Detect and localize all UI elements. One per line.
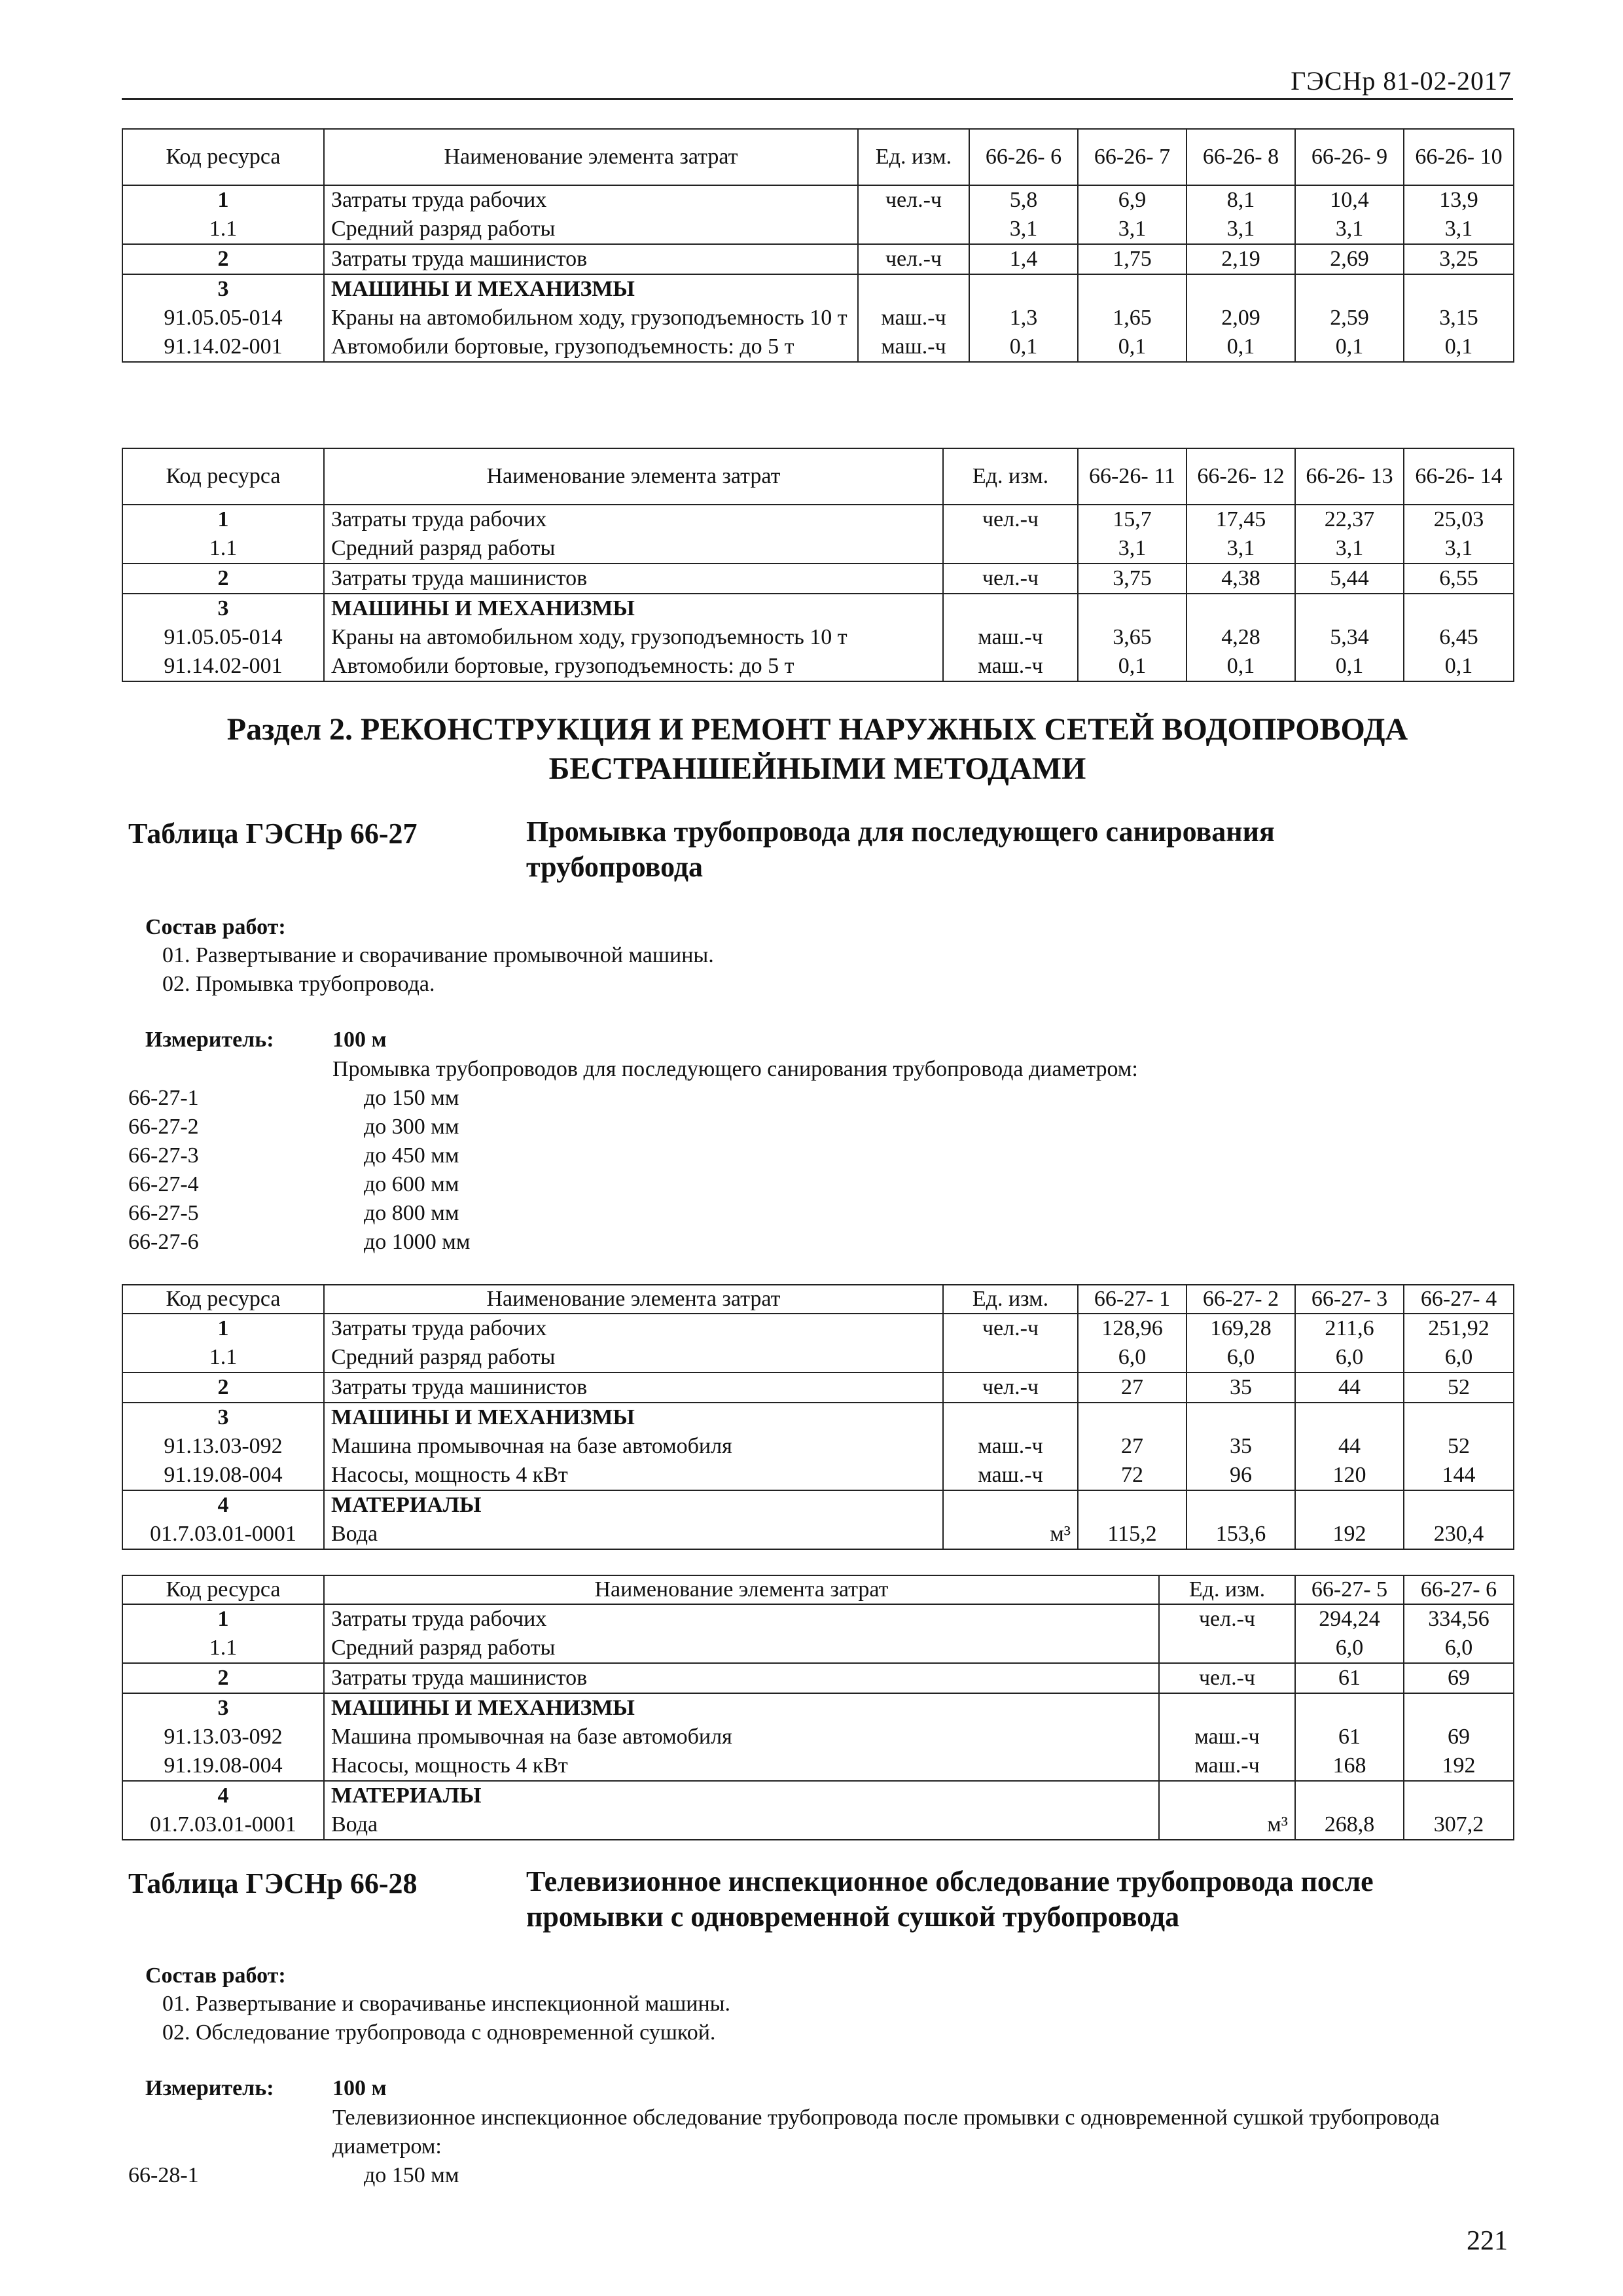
resource-name: Вода bbox=[324, 1520, 943, 1549]
resource-name: Затраты труда рабочих bbox=[324, 1604, 1159, 1634]
resource-code: 91.14.02-001 bbox=[122, 652, 324, 681]
table-row bbox=[122, 274, 1514, 304]
resource-value: 44 bbox=[1295, 1372, 1404, 1403]
table-row bbox=[122, 1461, 1514, 1490]
resource-value: 3,75 bbox=[1078, 564, 1186, 594]
resource-name: Затраты труда машинистов bbox=[324, 564, 943, 594]
table-row bbox=[122, 332, 1514, 362]
table-row bbox=[122, 1520, 1514, 1549]
resource-code: 4 bbox=[122, 1781, 324, 1810]
resource-code: 3 bbox=[122, 274, 324, 304]
resource-name: Насосы, мощность 4 кВт bbox=[324, 1461, 943, 1490]
resource-value: 334,56 bbox=[1404, 1604, 1514, 1634]
resource-group-name: МАТЕРИАЛЫ bbox=[324, 1490, 943, 1520]
resource-code: 91.19.08-004 bbox=[122, 1751, 324, 1781]
resource-code: 2 bbox=[122, 244, 324, 274]
resource-unit: маш.-ч bbox=[858, 332, 969, 362]
rate-diameter: до 150 мм bbox=[364, 1086, 459, 1110]
resource-value: 5,8 bbox=[969, 185, 1078, 215]
meter-value: 100 м bbox=[332, 1028, 387, 1052]
resource-value: 0,1 bbox=[1186, 652, 1295, 681]
table-row bbox=[122, 185, 1514, 215]
resource-value: 6,0 bbox=[1404, 1634, 1514, 1663]
table-row bbox=[122, 1663, 1514, 1693]
resource-unit: чел.-ч bbox=[943, 1372, 1078, 1403]
resource-code: 91.13.03-092 bbox=[122, 1432, 324, 1461]
table-row bbox=[122, 1723, 1514, 1751]
resource-code: 91.05.05-014 bbox=[122, 304, 324, 332]
resource-value: 3,25 bbox=[1404, 244, 1514, 274]
resource-value: 3,1 bbox=[1078, 215, 1186, 244]
resource-unit: чел.-ч bbox=[1159, 1663, 1295, 1693]
resource-value: 251,92 bbox=[1404, 1314, 1514, 1343]
resource-value: 211,6 bbox=[1295, 1314, 1404, 1343]
resource-unit: маш.-ч bbox=[1159, 1723, 1295, 1751]
resource-unit: чел.-ч bbox=[1159, 1604, 1295, 1634]
resource-code: 3 bbox=[122, 594, 324, 623]
table-row bbox=[122, 623, 1514, 652]
col-rate-header: 66-26- 10 bbox=[1404, 129, 1514, 185]
resource-code: 01.7.03.01-0001 bbox=[122, 1520, 324, 1549]
rate-code: 66-27-5 bbox=[128, 1201, 199, 1225]
resource-unit bbox=[943, 1343, 1078, 1372]
resource-value: 2,09 bbox=[1186, 304, 1295, 332]
resource-value: 52 bbox=[1404, 1432, 1514, 1461]
resource-value: 5,34 bbox=[1295, 623, 1404, 652]
resource-name: Затраты труда рабочих bbox=[324, 505, 943, 534]
resource-unit: маш.-ч bbox=[943, 1461, 1078, 1490]
resource-value: 169,28 bbox=[1186, 1314, 1295, 1343]
resource-value: 307,2 bbox=[1404, 1810, 1514, 1840]
resource-code: 4 bbox=[122, 1490, 324, 1520]
document-code: ГЭСНр 81-02-2017 bbox=[1291, 66, 1512, 96]
col-code-header: Код ресурса bbox=[122, 448, 324, 505]
resource-value: 52 bbox=[1404, 1372, 1514, 1403]
work-item: 01. Развертывание и сворачиванье инспекционной машины. bbox=[162, 1992, 730, 2016]
rate-diameter: до 300 мм bbox=[364, 1115, 459, 1139]
col-rate-header: 66-26- 12 bbox=[1186, 448, 1295, 505]
col-code-header: Код ресурса bbox=[122, 129, 324, 185]
resource-unit: маш.-ч bbox=[858, 304, 969, 332]
col-rate-header: 66-26- 9 bbox=[1295, 129, 1404, 185]
col-rate-header: 66-26- 8 bbox=[1186, 129, 1295, 185]
col-code-header: Код ресурса bbox=[122, 1575, 324, 1604]
resource-value: 72 bbox=[1078, 1461, 1186, 1490]
table-row bbox=[122, 1604, 1514, 1634]
resource-group-name: МАШИНЫ И МЕХАНИЗМЫ bbox=[324, 274, 858, 304]
resource-code: 3 bbox=[122, 1403, 324, 1432]
resource-code: 01.7.03.01-0001 bbox=[122, 1810, 324, 1840]
resource-value: 8,1 bbox=[1186, 185, 1295, 215]
resource-name: Вода bbox=[324, 1810, 1159, 1840]
table-label: Таблица ГЭСНр 66-28 bbox=[128, 1867, 418, 1899]
resource-unit: м³ bbox=[1159, 1810, 1295, 1840]
table-title: Телевизионное инспекционное обследование трубопровода после промывки с одновременной сушкой трубопровода bbox=[526, 1865, 1374, 1933]
col-name-header: Наименование элемента затрат bbox=[324, 129, 858, 185]
resource-value: 168 bbox=[1295, 1751, 1404, 1781]
resource-code: 2 bbox=[122, 1663, 324, 1693]
table-row bbox=[122, 1343, 1514, 1372]
table-label: Таблица ГЭСНр 66-27 bbox=[128, 817, 418, 850]
resource-value: 153,6 bbox=[1186, 1520, 1295, 1549]
resource-value: 0,1 bbox=[1295, 332, 1404, 362]
col-unit-header: Ед. изм. bbox=[943, 1285, 1078, 1314]
resource-value: 2,59 bbox=[1295, 304, 1404, 332]
resource-group-name: МАШИНЫ И МЕХАНИЗМЫ bbox=[324, 594, 943, 623]
resource-name: Затраты труда рабочих bbox=[324, 1314, 943, 1343]
resource-value: 3,1 bbox=[1186, 534, 1295, 564]
col-rate-header: 66-27- 5 bbox=[1295, 1575, 1404, 1604]
resource-code: 91.05.05-014 bbox=[122, 623, 324, 652]
resource-value: 35 bbox=[1186, 1432, 1295, 1461]
rate-code: 66-27-3 bbox=[128, 1143, 199, 1168]
col-rate-header: 66-26- 14 bbox=[1404, 448, 1514, 505]
rate-code: 66-27-2 bbox=[128, 1115, 199, 1139]
resource-value: 6,0 bbox=[1078, 1343, 1186, 1372]
col-rate-header: 66-26- 13 bbox=[1295, 448, 1404, 505]
resource-name: Краны на автомобильном ходу, грузоподъемность 10 т bbox=[324, 623, 943, 652]
work-item: 02. Обследование трубопровода с одновременной сушкой. bbox=[162, 2020, 716, 2045]
resource-value: 120 bbox=[1295, 1461, 1404, 1490]
resource-value: 0,1 bbox=[1404, 652, 1514, 681]
resource-name: Средний разряд работы bbox=[324, 215, 858, 244]
resource-value: 6,45 bbox=[1404, 623, 1514, 652]
works-label: Состав работ: bbox=[145, 915, 286, 939]
resource-unit: м³ bbox=[943, 1520, 1078, 1549]
resource-name: Затраты труда машинистов bbox=[324, 1663, 1159, 1693]
meter-label: Измеритель: bbox=[145, 2076, 274, 2100]
resource-code: 1.1 bbox=[122, 534, 324, 564]
rate-diameter: до 800 мм bbox=[364, 1201, 459, 1225]
table-row bbox=[122, 1751, 1514, 1781]
resource-value: 27 bbox=[1078, 1372, 1186, 1403]
table-row bbox=[122, 304, 1514, 332]
resource-value: 192 bbox=[1404, 1751, 1514, 1781]
col-rate-header: 66-27- 2 bbox=[1186, 1285, 1295, 1314]
table-row bbox=[122, 1314, 1514, 1343]
resource-value: 69 bbox=[1404, 1723, 1514, 1751]
resource-value: 6,0 bbox=[1404, 1343, 1514, 1372]
resource-name: Машина промывочная на базе автомобиля bbox=[324, 1432, 943, 1461]
resource-value: 2,19 bbox=[1186, 244, 1295, 274]
rate-diameter: до 150 мм bbox=[364, 2163, 459, 2187]
resource-value: 2,69 bbox=[1295, 244, 1404, 274]
resource-code: 1.1 bbox=[122, 1634, 324, 1663]
resource-name: Затраты труда машинистов bbox=[324, 1372, 943, 1403]
resource-name: Затраты труда машинистов bbox=[324, 244, 858, 274]
resource-unit: маш.-ч bbox=[1159, 1751, 1295, 1781]
resource-value: 0,1 bbox=[969, 332, 1078, 362]
col-unit-header: Ед. изм. bbox=[943, 448, 1078, 505]
resource-table-66-27-1-4 bbox=[122, 1284, 1514, 1550]
resource-value: 6,0 bbox=[1295, 1634, 1404, 1663]
resource-value: 6,55 bbox=[1404, 564, 1514, 594]
resource-value: 0,1 bbox=[1078, 332, 1186, 362]
resource-value: 0,1 bbox=[1295, 652, 1404, 681]
resource-value: 27 bbox=[1078, 1432, 1186, 1461]
resource-value: 61 bbox=[1295, 1663, 1404, 1693]
rate-diameter: до 1000 мм bbox=[364, 1230, 471, 1254]
resource-code: 1.1 bbox=[122, 215, 324, 244]
resource-value: 3,1 bbox=[1404, 215, 1514, 244]
table-row bbox=[122, 594, 1514, 623]
resource-value: 3,15 bbox=[1404, 304, 1514, 332]
resource-value: 192 bbox=[1295, 1520, 1404, 1549]
resource-value: 6,9 bbox=[1078, 185, 1186, 215]
resource-value: 115,2 bbox=[1078, 1520, 1186, 1549]
resource-unit bbox=[943, 534, 1078, 564]
resource-value: 0,1 bbox=[1404, 332, 1514, 362]
resource-value: 61 bbox=[1295, 1723, 1404, 1751]
col-rate-header: 66-27- 6 bbox=[1404, 1575, 1514, 1604]
col-rate-header: 66-26- 6 bbox=[969, 129, 1078, 185]
resource-unit: чел.-ч bbox=[858, 185, 969, 215]
rate-diameter: до 450 мм bbox=[364, 1143, 459, 1168]
col-rate-header: 66-27- 3 bbox=[1295, 1285, 1404, 1314]
resource-value: 1,3 bbox=[969, 304, 1078, 332]
rate-diameter: до 600 мм bbox=[364, 1172, 459, 1196]
resource-name: Насосы, мощность 4 кВт bbox=[324, 1751, 1159, 1781]
resource-group-name: МАШИНЫ И МЕХАНИЗМЫ bbox=[324, 1693, 1159, 1723]
resource-value: 294,24 bbox=[1295, 1604, 1404, 1634]
resource-value: 44 bbox=[1295, 1432, 1404, 1461]
resource-value: 13,9 bbox=[1404, 185, 1514, 215]
header-rule bbox=[122, 98, 1513, 100]
resource-value: 0,1 bbox=[1078, 652, 1186, 681]
table-row bbox=[122, 1403, 1514, 1432]
page-number: 221 bbox=[1467, 2226, 1508, 2256]
resource-value: 22,37 bbox=[1295, 505, 1404, 534]
works-label: Состав работ: bbox=[145, 1964, 286, 1988]
resource-value: 3,1 bbox=[1404, 534, 1514, 564]
resource-unit: маш.-ч bbox=[943, 652, 1078, 681]
resource-value: 1,75 bbox=[1078, 244, 1186, 274]
resource-code: 3 bbox=[122, 1693, 324, 1723]
work-item: 01. Развертывание и сворачивание промывочной машины. bbox=[162, 943, 714, 967]
col-name-header: Наименование элемента затрат bbox=[324, 1285, 943, 1314]
resource-name: Автомобили бортовые, грузоподъемность: до 5 т bbox=[324, 652, 943, 681]
resource-code: 1 bbox=[122, 185, 324, 215]
resource-code: 91.19.08-004 bbox=[122, 1461, 324, 1490]
resource-value: 4,38 bbox=[1186, 564, 1295, 594]
resource-name: Средний разряд работы bbox=[324, 1343, 943, 1372]
resource-value: 4,28 bbox=[1186, 623, 1295, 652]
col-rate-header: 66-27- 4 bbox=[1404, 1285, 1514, 1314]
resource-value: 5,44 bbox=[1295, 564, 1404, 594]
resource-value: 3,1 bbox=[969, 215, 1078, 244]
resource-value: 0,1 bbox=[1186, 332, 1295, 362]
resource-value: 10,4 bbox=[1295, 185, 1404, 215]
rate-code: 66-27-4 bbox=[128, 1172, 199, 1196]
col-rate-header: 66-26- 7 bbox=[1078, 129, 1186, 185]
col-unit-header: Ед. изм. bbox=[1159, 1575, 1295, 1604]
resource-code: 2 bbox=[122, 564, 324, 594]
meter-value: 100 м bbox=[332, 2076, 387, 2100]
resource-unit: чел.-ч bbox=[943, 564, 1078, 594]
resource-value: 69 bbox=[1404, 1663, 1514, 1693]
resource-value: 25,03 bbox=[1404, 505, 1514, 534]
table-row bbox=[122, 215, 1514, 244]
col-name-header: Наименование элемента затрат bbox=[324, 448, 943, 505]
resource-unit: чел.-ч bbox=[943, 505, 1078, 534]
table-row bbox=[122, 505, 1514, 534]
resource-code: 91.13.03-092 bbox=[122, 1723, 324, 1751]
meter-label: Измеритель: bbox=[145, 1028, 274, 1052]
resource-group-name: МАТЕРИАЛЫ bbox=[324, 1781, 1159, 1810]
resource-name: Средний разряд работы bbox=[324, 1634, 1159, 1663]
resource-value: 35 bbox=[1186, 1372, 1295, 1403]
resource-value: 17,45 bbox=[1186, 505, 1295, 534]
resource-value: 144 bbox=[1404, 1461, 1514, 1490]
resource-unit: чел.-ч bbox=[943, 1314, 1078, 1343]
rate-code: 66-27-1 bbox=[128, 1086, 199, 1110]
col-code-header: Код ресурса bbox=[122, 1285, 324, 1314]
table-row bbox=[122, 1810, 1514, 1840]
rate-description: Телевизионное инспекционное обследование трубопровода после промывки с одновременной сушкой трубопровода диаметром: bbox=[332, 2106, 1440, 2159]
col-rate-header: 66-26- 11 bbox=[1078, 448, 1186, 505]
resource-value: 1,4 bbox=[969, 244, 1078, 274]
resource-value: 128,96 bbox=[1078, 1314, 1186, 1343]
resource-value: 15,7 bbox=[1078, 505, 1186, 534]
resource-code: 1.1 bbox=[122, 1343, 324, 1372]
resource-value: 268,8 bbox=[1295, 1810, 1404, 1840]
resource-code: 2 bbox=[122, 1372, 324, 1403]
col-rate-header: 66-27- 1 bbox=[1078, 1285, 1186, 1314]
table-row bbox=[122, 564, 1514, 594]
resource-value: 3,1 bbox=[1186, 215, 1295, 244]
resource-value: 6,0 bbox=[1295, 1343, 1404, 1372]
resource-name: Краны на автомобильном ходу, грузоподъемность 10 т bbox=[324, 304, 858, 332]
resource-code: 1 bbox=[122, 1604, 324, 1634]
table-title: Промывка трубопровода для последующего санирования трубопровода bbox=[526, 816, 1275, 883]
resource-value: 3,65 bbox=[1078, 623, 1186, 652]
resource-code: 1 bbox=[122, 505, 324, 534]
table-row bbox=[122, 1693, 1514, 1723]
resource-unit bbox=[1159, 1634, 1295, 1663]
resource-table-66-27-5-6 bbox=[122, 1575, 1514, 1840]
resource-value: 3,1 bbox=[1078, 534, 1186, 564]
resource-value: 6,0 bbox=[1186, 1343, 1295, 1372]
resource-unit: чел.-ч bbox=[858, 244, 969, 274]
resource-name: Затраты труда рабочих bbox=[324, 185, 858, 215]
resource-value: 96 bbox=[1186, 1461, 1295, 1490]
resource-name: Машина промывочная на базе автомобиля bbox=[324, 1723, 1159, 1751]
resource-unit: маш.-ч bbox=[943, 1432, 1078, 1461]
resource-table-66-26-6-10 bbox=[122, 128, 1514, 363]
resource-code: 1 bbox=[122, 1314, 324, 1343]
resource-code: 91.14.02-001 bbox=[122, 332, 324, 362]
rate-description: Промывка трубопроводов для последующего санирования трубопровода диаметром: bbox=[332, 1057, 1138, 1081]
resource-name: Средний разряд работы bbox=[324, 534, 943, 564]
table-row bbox=[122, 1634, 1514, 1663]
col-name-header: Наименование элемента затрат bbox=[324, 1575, 1159, 1604]
resource-table-66-26-11-14 bbox=[122, 448, 1514, 682]
work-item: 02. Промывка трубопровода. bbox=[162, 972, 435, 996]
resource-unit: маш.-ч bbox=[943, 623, 1078, 652]
resource-value: 1,65 bbox=[1078, 304, 1186, 332]
table-row bbox=[122, 1372, 1514, 1403]
table-row bbox=[122, 1781, 1514, 1810]
resource-unit bbox=[858, 215, 969, 244]
section-title-line2: БЕСТРАНШЕЙНЫМИ МЕТОДАМИ bbox=[548, 751, 1086, 786]
table-row bbox=[122, 652, 1514, 681]
resource-group-name: МАШИНЫ И МЕХАНИЗМЫ bbox=[324, 1403, 943, 1432]
rate-code: 66-28-1 bbox=[128, 2163, 199, 2187]
resource-value: 230,4 bbox=[1404, 1520, 1514, 1549]
table-row bbox=[122, 1432, 1514, 1461]
rate-code: 66-27-6 bbox=[128, 1230, 199, 1254]
col-unit-header: Ед. изм. bbox=[858, 129, 969, 185]
resource-name: Автомобили бортовые, грузоподъемность: до 5 т bbox=[324, 332, 858, 362]
table-row bbox=[122, 244, 1514, 274]
resource-value: 3,1 bbox=[1295, 215, 1404, 244]
resource-value: 3,1 bbox=[1295, 534, 1404, 564]
table-row bbox=[122, 534, 1514, 564]
section-title: Раздел 2. РЕКОНСТРУКЦИЯ И РЕМОНТ НАРУЖНЫХ СЕТЕЙ ВОДОПРОВОДА bbox=[226, 712, 1408, 747]
table-row bbox=[122, 1490, 1514, 1520]
